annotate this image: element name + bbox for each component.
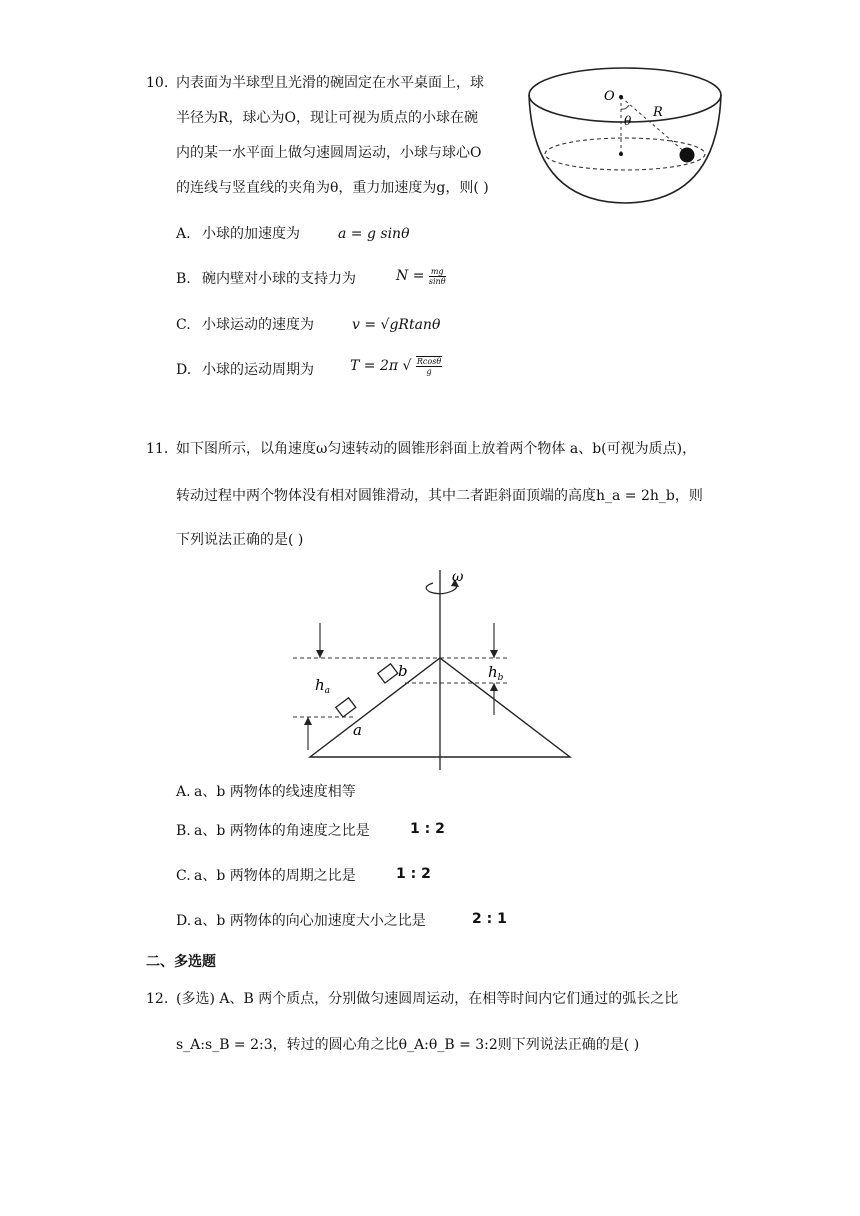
q11-line-1: 如下图所示，以角速度ω匀速转动的圆锥形斜面上放着两个物体 a、b(可视为质点)， [176, 441, 697, 457]
ha-arrowhead-top [316, 650, 324, 658]
q10-option-d-text: 小球的运动周期为 [202, 362, 314, 378]
section-title-multi-choice: 二、多选题 [146, 954, 216, 970]
q10-option-b-fraction [429, 267, 446, 286]
q11-option-c [176, 866, 356, 886]
q10-option-d-formula [350, 356, 442, 376]
q10-line-3: 内的某一水平面上做匀速圆周运动，小球与球心O [176, 145, 482, 161]
block-b [378, 664, 398, 683]
q11-option-c-text: a、b 两物体的周期之比是 [194, 868, 356, 884]
q12-number: 12. [146, 991, 169, 1007]
q11-option-a-text: a、b 两物体的线速度相等 [194, 784, 356, 800]
q11-option-b-text: a、b 两物体的角速度之比是 [194, 823, 370, 839]
hb-arrowhead-bottom [490, 683, 498, 691]
label-hb: $h_b$ [488, 663, 504, 683]
q10-option-b [176, 269, 356, 289]
label-a: a [353, 721, 362, 739]
q10-line-1: 内表面为半球型且光滑的碗固定在水平桌面上，球 [176, 75, 484, 91]
q10-option-a-text: 小球的加速度为 [202, 226, 300, 242]
cone-figure [285, 565, 585, 775]
q11-line-3: 下列说法正确的是( ) [176, 532, 304, 548]
label-b: b [398, 662, 408, 680]
label-theta: θ [624, 114, 632, 128]
q10-number: 10. [146, 75, 169, 91]
q10-line-4: 的连线与竖直线的夹角为θ，重力加速度为g，则( ) [176, 180, 489, 196]
q10-option-c [176, 315, 314, 335]
q10-option-d-den: g [426, 367, 432, 376]
q11-option-d-text: a、b 两物体的向心加速度大小之比是 [194, 913, 426, 929]
q10-option-c-text: 小球运动的速度为 [202, 317, 314, 333]
q10-option-c-label: C. [176, 317, 191, 333]
q11-option-c-label: C. [176, 868, 191, 884]
hb-arrowhead-top [490, 650, 498, 658]
q12-line-1: (多选) A、B 两个质点，分别做匀速圆周运动，在相等时间内它们通过的弧长之比 [176, 991, 679, 1007]
ball [680, 148, 695, 163]
q10-option-a [176, 224, 300, 244]
angle-arc [621, 105, 629, 109]
q10-option-d [176, 360, 314, 380]
center-dot [619, 95, 623, 99]
q10-line-2: 半径为R，球心为O，现让可视为质点的小球在碗 [176, 110, 479, 126]
q10-option-a-formula: a = g sinθ [338, 226, 410, 242]
bowl-body [529, 95, 721, 203]
q11-option-d [176, 911, 426, 931]
q11-option-b-ratio: 1 : 2 [410, 821, 445, 837]
q11-option-b [176, 821, 370, 841]
q11-option-c-ratio: 1 : 2 [396, 866, 431, 882]
q10-option-d-lhs: T = 2π [350, 358, 399, 374]
q11-option-d-ratio: 2 : 1 [472, 911, 507, 927]
q10-option-c-formula: v = √gRtanθ [352, 317, 441, 333]
q11-option-d-label: D. [176, 913, 192, 929]
label-R: R [653, 105, 663, 120]
label-ha: $h_a$ [315, 676, 331, 696]
q10-option-b-label: B. [176, 271, 191, 287]
orbit-center-dot [619, 152, 623, 156]
q11-option-a [176, 782, 356, 802]
q10-option-b-text: 碗内壁对小球的支持力为 [202, 271, 356, 287]
block-a [336, 698, 356, 717]
q10-option-b-den: sinθ [428, 276, 446, 286]
q10-option-d-fraction [416, 356, 442, 376]
q10-option-b-num: mg [430, 266, 444, 276]
q11-option-b-label: B. [176, 823, 191, 839]
q12-line-2: s_A:s_B = 2:3，转过的圆心角之比θ_A:θ_B = 3:2则下列说法正确的是( ) [176, 1037, 640, 1053]
q11-option-a-label: A. [176, 784, 191, 800]
q10-option-b-lhs: N = [396, 268, 425, 284]
q10-option-b-formula [396, 266, 446, 286]
q10-option-d-num: Rcosθ [416, 357, 442, 366]
ha-arrowhead-bottom [304, 717, 312, 725]
sqrt-sign: √ [402, 358, 412, 374]
q11-number: 11. [146, 441, 169, 457]
label-O: O [604, 89, 615, 104]
q11-line-2: 转动过程中两个物体没有相对圆锥滑动，其中二者距斜面顶端的高度h_a = 2h_b，则 [176, 488, 703, 504]
q10-option-a-label: A. [176, 226, 191, 242]
q10-option-d-label: D. [176, 362, 192, 378]
bowl-figure [525, 62, 725, 212]
label-omega: ω [452, 569, 464, 585]
